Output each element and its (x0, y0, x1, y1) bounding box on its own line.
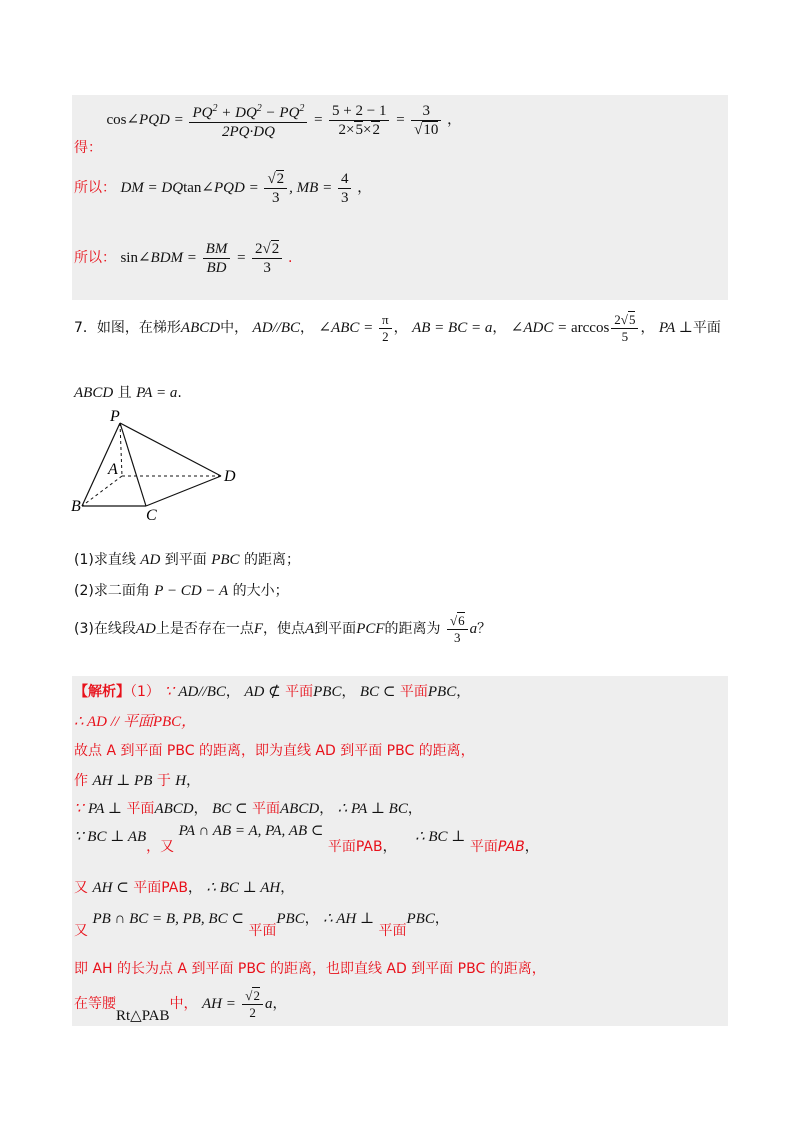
edge-pa (120, 423, 122, 476)
analysis-line-3: 故点 A 到平面 PBC 的距离，即为直线 AD 到平面 PBC 的距离， (74, 743, 475, 759)
analysis-line-4: 作 AH ⊥ PB 于 H， (74, 773, 201, 789)
angle-abc: ∠ABC = $\frac{\pi}{2}$ (319, 320, 394, 336)
sin-formula: sin∠BDM = $\frac{BM}{BD}$ = $\frac{2√2}{3}$ (120, 250, 288, 266)
angle-adc: ∠ADC = arccos $\frac{2√5}{5}$ (511, 320, 641, 336)
solution-line-3: 所以： sin∠BDM = $\frac{BM}{BD}$ = $\frac{2√2}{3}$ . (74, 241, 293, 276)
edge-ab (82, 476, 122, 506)
question-1: (1)求直线 AD 到平面 PBC 的距离； (74, 552, 300, 568)
analysis-line-8: 又 PB ∩ BC = B, PB, BC ⊂ 平面PBC， ∴ AH ⊥ 平面PBC， (74, 911, 449, 939)
pyramid-figure (66, 408, 246, 523)
solution-line-1: 得： cos∠PQD = $\frac{PQ^2 + DQ^2 - PQ^2}{2PQ\cdot DQ}$ = $\frac{5 + 2 - 1}{2\times 5\times 2}$ = $\frac{3}{√10}$ ， (74, 100, 461, 141)
analysis-line-5: ∵ PA ⊥ 平面ABCD， BC ⊂ 平面ABCD， ∴ PA ⊥ BC， (74, 801, 422, 817)
analysis-line-1: 【解析】（1） ∵ AD//BC， AD ⊄ 平面PBC， BC ⊂ 平面PBC， (74, 684, 471, 700)
problem-7-line-2: ABCD 且 PA = a. (74, 385, 182, 401)
problem-7-line-1: 7．如图，在梯形ABCD中， AD//BC， ∠ABC = $\frac{\pi}{2}$ ， AB = BC = a， ∠ADC = arccos $\frac{2√5}{5}$ ， PA ⊥平面 (74, 312, 721, 344)
edge-pc (120, 423, 146, 506)
analysis-line-10: 在等腰Rt△PAB中， AH = $\frac{√2}{2}$ a， (74, 988, 287, 1024)
edge-pd (120, 423, 221, 476)
analysis-line-7: 又 AH ⊂ 平面PAB， ∴ BC ⊥ AH， (74, 880, 295, 896)
analysis-line-2: ∴ AD // 平面PBC， (74, 714, 197, 730)
solution-line-2: 所以： DM = DQtan∠PQD = $\frac{√2}{3}$ , MB = $\frac{4}{3}$ ， (74, 171, 372, 206)
label-b: B (71, 498, 81, 515)
question-3: (3)在线段AD上是否存在一点F，使点A到平面PCF的距离为 $\frac{√6}{3}$ a？ (74, 613, 492, 645)
label-d: D (224, 468, 236, 485)
edge-cd (146, 476, 221, 506)
line-label: 得： (74, 139, 102, 156)
distance-value: $\frac{√6}{3}$ a (445, 621, 477, 637)
label-c: C (146, 507, 157, 523)
dm-formula: DM = DQtan∠PQD = $\frac{√2}{3}$ , MB = $\frac{4}{3}$ (120, 180, 357, 196)
question-2: (2)求二面角 P − CD − A 的大小； (74, 583, 289, 599)
analysis-line-6: ∵ BC ⊥ AB，又 PA ∩ AB = A, PA, AB ⊂ 平面PAB， ∴ BC ⊥ 平面PAB， (74, 823, 539, 855)
label-p: P (110, 408, 120, 425)
cos-formula: cos∠PQD = $\frac{PQ^2 + DQ^2 - PQ^2}{2PQ\cdot DQ}$ = $\frac{5 + 2 - 1}{2\times 5\times 2}$ = $\frac{3}{√10}$ (106, 112, 447, 128)
analysis-line-9: 即 AH 的长为点 A 到平面 PBC 的距离，也即直线 AD 到平面 PBC 的距离， (74, 961, 546, 977)
label-a: A (108, 461, 118, 478)
